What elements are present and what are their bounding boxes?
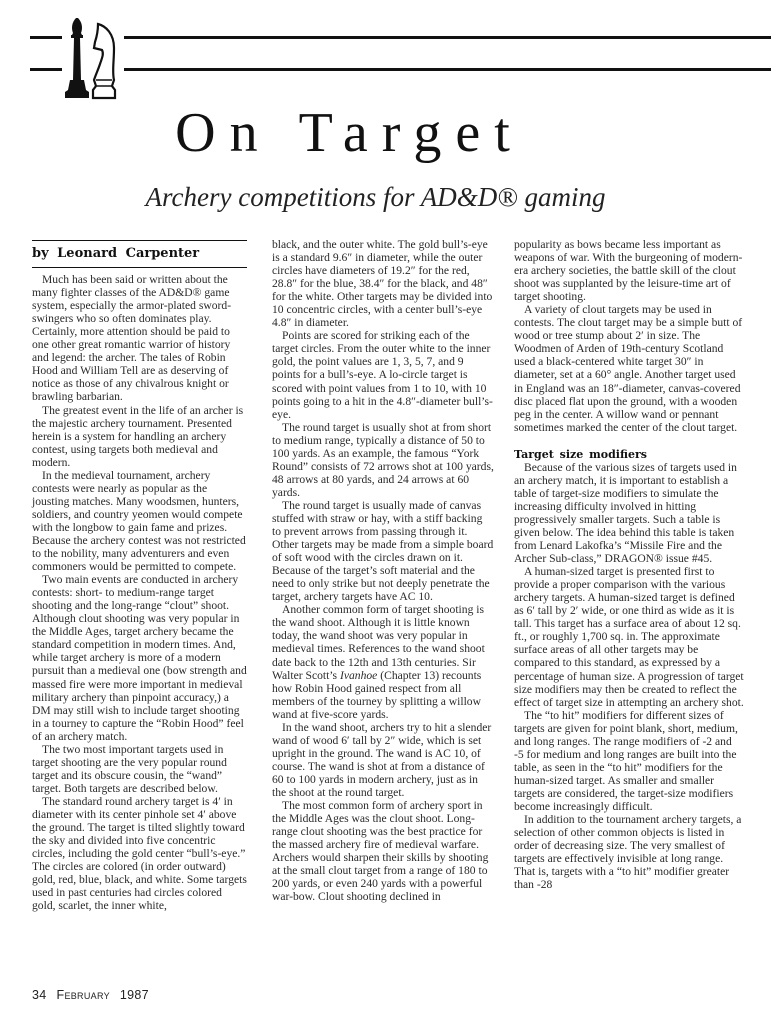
paragraph: A variety of clout targets may be used in contests. The clout target may be a simple butt of wood or tree stump about 2′ in size. The Woodmen of Arden of 19th-century Scotland used a black-centered white target 30″ in diameter, set at a 60° angle. Another target used in England was an 18″-diameter, canvas-covered disc placed flat upon the ground, with a wooden peg in the center. A willow wand or pennant sometimes marked the center of the clout target.: [514, 303, 743, 434]
paragraph: popularity as bows became less important as weapons of war. With the burgeoning of modern-era archery societies, the battle skill of the clout shoot was supplanted by the leisure-time art of target shooting.: [514, 238, 743, 304]
page-title: [0, 102, 779, 164]
column-1: [32, 240, 247, 912]
paragraph: The greatest event in the life of an archer is the majestic archery tournament. Presented herein is a system for handling an archery contest, using targets both medieval and modern.: [32, 403, 244, 469]
paragraph: black, and the outer white. The gold bull’s-eye is a standard 9.6″ in diameter, while the outer circles have diameters of 19.2″ for the red, 28.8″ for the blue, 38.4″ for the black, and 48″ for the white. Other targets may be divided into 10 concentric circles, with a center bull’s-eye 4.8″ in diameter.: [272, 238, 493, 330]
paragraph: The most common form of archery sport in the Middle Ages was the clout shoot. Long-range clout shooting was the best practice for the massed archery fire of medieval warfare. Archers would sharpen their skills by shooting at the small clout target from a range of 180 to 200 yards, or even 240 yards with a powerful war-bow. Clout shooting declined in: [272, 799, 489, 904]
paragraph: Because of the various sizes of targets used in an archery match, it is important to establish a table of target-size modifiers to simulate the increasing difficulty involved in hitting progressively smaller targets. Such a table is given below. The idea behind this table is taken from Lenard Lakofka’s “Missile Fire and the Archer Sub-class,” DRAGON® issue #45.: [514, 460, 737, 566]
page-footer: [32, 988, 149, 1002]
section-heading: Target size modifiers: [514, 447, 647, 461]
title-text: On Target: [175, 102, 524, 164]
byline: by Leonard Carpenter: [32, 246, 200, 261]
header-rule-top: [30, 36, 771, 39]
issue-year: 1987: [119, 988, 149, 1002]
text-run: (Chapter 13) recounts how Robin Hood gained respect from all members of the tourney by splitting a willow wand at five-score yards.: [272, 668, 482, 721]
paragraph: Much has been said or written about the many fighter classes of the AD&D® game system, especially the armor-plated sword-swingers who so often dominates play. Certainly, more attention should be paid to one other great romantic warrior of history and legend: the archer. The tales of Robin Hood and William Tell are as deserving of notice as those of any chivalrous knight or brawling barbarian.: [32, 273, 232, 404]
paragraph: The round target is usually made of canvas stuffed with straw or hay, with a stiff backing to prevent arrows from passing through it. Other targets may be made from a simple board of soft wood with the circles drawn on it. Because of the target’s soft material and the need to only strike but not deeply penetrate the target, archery targets have AC 10.: [272, 498, 494, 604]
paragraph: In the medieval tournament, archery contests were nearly as popular as the jousting matches. Many woodsmen, hunters, soldiers, and country yeomen would compete with the longbow to gain fame and prizes. Because the archery contest was not restricted to the nobility, many adventurers and even commoners would be permitted to compete.: [32, 468, 246, 574]
chess-knight-icon: [93, 24, 115, 98]
subtitle-text: Archery competitions for AD&D® gaming: [145, 182, 606, 212]
header-rule-bottom: [30, 68, 771, 71]
paragraph: Two main events are conducted in archery contests: short- to medium-range target shooting and the long-range “clout” shoot. Although clout shooting was very popular in the Middle Ages, target archery became the standard competition in modern times. And, while target archery is more of a modern pursuit than a medieval one (bow strength and massed fire were more important in medieval military archery than pinpoint accuracy,) a DM may still wish to include target shooting in a tourney to capture the “Robin Hood” feel of an archery match.: [32, 573, 247, 743]
chess-bishop-icon: [65, 18, 89, 98]
paragraph: The round target is usually shot at from short to medium range, typically a distance of 50 to 100 yards. As an example, the famous “York Round” consists of 72 arrows shot at 100 yards, 48 arrows at 80 yards, and 24 arrows at 60 yards.: [272, 420, 494, 499]
paragraph: [272, 603, 494, 720]
paragraph: In addition to the tournament archery targets, a selection of other common objects is listed in order of decreasing size. The very smallest of targets are effectively invisible at long range. That is, targets with a “to hit” modifier greater than -28: [514, 813, 742, 892]
paragraph: A human-sized target is presented first to provide a proper comparison with the various archery targets. A human-sized target is defined as 6′ tall by 2′ wide, or one third as wide as it is tall. This target has a surface area of about 12 sq. ft., or roughly 1,700 sq. in. The approximate surface areas of all other targets may be compared to this standard, as expressed by a percentage of human size. A progression of target size modifiers may then be created to reflect the effect of target size in attempting an archery shot.: [514, 565, 744, 709]
column-3: [514, 238, 744, 891]
page-number: 34: [32, 988, 47, 1002]
text-run: Another common form of target shooting is the wand shoot. Although it is little known today, the wand shoot was very popular in medieval times. References to the wand shoot date back to the 12th and 13th centuries. Sir Walter Scott’s: [272, 603, 485, 682]
column-2: [272, 238, 494, 903]
paragraph: In the wand shoot, archers try to hit a slender wand of wood 6′ tall by 2″ wide, which is set upright in the ground. The wand is AC 10, of course. The wand is shot at from a distance of 60 to 100 yards in modern archery, just as in the shoot at the round target.: [272, 720, 492, 799]
paragraph: Points are scored for striking each of the target circles. From the outer white to the inner gold, the point values are 1, 3, 5, 7, and 9 points for a bull’s-eye. A lo-circle target is scored with point values from 1 to 10, with 10 points going to a hit in the 4.8″-diameter bull’s-eye.: [272, 329, 493, 421]
byline-box: [32, 240, 247, 268]
paragraph: The two most important targets used in target shooting are the very popular round target and its obscure cousin, the “wand” target. Both targets are described below.: [32, 742, 227, 795]
chess-pieces-logo: [62, 14, 124, 106]
issue-month: February: [56, 988, 110, 1002]
page-subtitle: [0, 182, 779, 213]
paragraph: The standard round archery target is 4′ in diameter with its center pinhole set 4′ above the ground. The target is tilted slightly toward the sky and divided into five concentric circles, including the gold center “bull’s-eye.” The circles are colored (in order outward) gold, red, blue, black, and white. Some targets used in past centuries had circles colored gold, scarlet, the inner white,: [32, 794, 247, 913]
book-title: Ivanhoe: [339, 668, 378, 682]
paragraph: The “to hit” modifiers for different sizes of targets are given for point blank, short, medium, and long ranges. The range modifiers of -2 and -5 for medium and long ranges are built into the table, as seen in the “to hit” modifiers for the human-sized target. As smaller and smaller targets are considered, the target-size modifiers become increasingly difficult.: [514, 708, 738, 813]
